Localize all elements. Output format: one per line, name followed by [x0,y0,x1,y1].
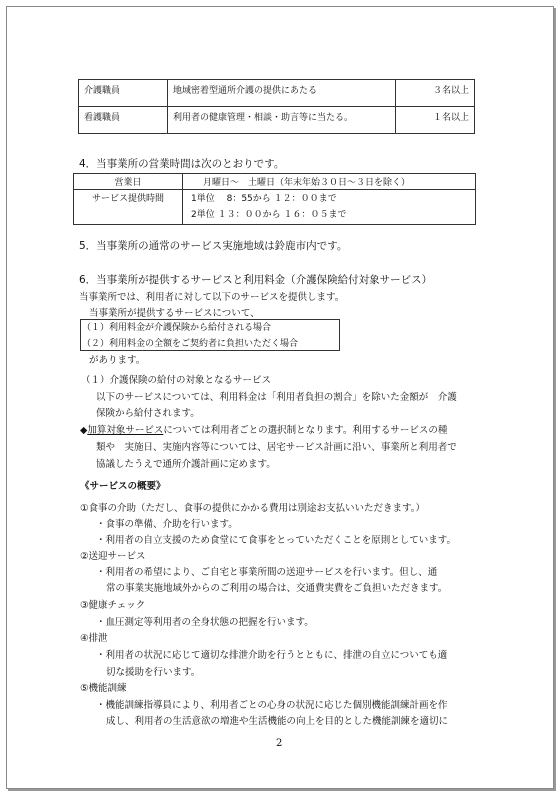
addon-line-1-rest: については利用者ごとの選択制となります。利用するサービスの種 [163,425,448,436]
subsection-1-line-2: 保険から給付されます。 [96,408,200,419]
overview-title: 《サービスの概要》 [80,481,166,492]
table-row [74,190,476,225]
section-5-title: 5．当事業所の通常のサービス実施地域は鈴鹿市内です。 [79,240,348,252]
hours-slot-2: 2単位 １３：００から １６：０５まで [191,210,347,220]
staff-count: ３名以上 [396,80,475,107]
item-meal-line: ・食事の準備、介助を行います。 [96,519,238,530]
addon-line-3: 協議したうえで通所介護計画に定めます。 [96,459,276,470]
subsection-1-title: （１）介護保険の給付の対象となるサービス [81,375,272,386]
staff-table [78,79,475,134]
item-health-head: ③健康チェック [80,600,146,611]
item-transport-line: ・利用者の希望により、ご自宅と事業所間の送迎サービスを行います。但し、通 [96,567,438,578]
hours-value [183,190,476,225]
item-excretion-line: ・利用者の状況に応じて適切な排泄介助を行うとともに、排泄の自立についても適 [96,650,448,661]
item-meal-head: ①食事の介助（ただし、食事の提供にかかる費用は別途お支払いいただきます。） [80,503,426,514]
section-6-title: 6．当事業所が提供するサービスと利用料金（介護保険給付対象サービス） [79,274,433,286]
section-4-title: 4．当事業所の営業時間は次のとおりです。 [79,158,285,170]
item-transport-head: ②送迎サービス [80,551,146,562]
business-hours-table [73,173,476,225]
addon-service-label: 加算対象サービス [87,425,164,436]
section-6-intro-2: 当事業所が提供するサービスについて、 [89,308,260,319]
item-training-head: ⑤機能訓練 [80,683,127,694]
diamond-icon: ◆ [80,425,88,436]
staff-duty: 利用者の健康管理・相談・助言等に当たる。 [168,107,396,134]
hours-value: 月曜日～ 土曜日（年末年始３０日～３日を除く） [183,174,476,190]
staff-count: １名以上 [396,107,475,134]
hours-slot-1: 1単位 8：55から １２：００まで [191,194,337,204]
item-health-line: ・血圧測定等利用者の全身状態の把握を行います。 [96,617,314,628]
section-6-intro-1: 当事業所では、利用者に対して以下のサービスを提供します。 [79,292,345,303]
staff-role: 看護職員 [79,107,168,134]
hours-label: 営業日 [74,174,183,190]
item-excretion-head: ④排泄 [80,633,108,644]
item-meal-line: ・利用者の自立支援のため食堂にて食事をとっていただくことを原則としています。 [96,535,457,546]
page-number: 2 [276,738,283,749]
addon-line-2: 類や 実施日、実施内容等については、居宅サービス計画に沿い、事業所と利用者で [96,442,457,453]
item-transport-line: 常の事業実施地域外からのご利用の場合は、交通費実費をご負担いただきます。 [106,583,448,594]
addon-line-1 [80,422,447,436]
item-training-line: ・機能訓練指導員により、利用者ごとの心身の状況に応じた個別機能訓練計画を作 [96,700,448,711]
item-training-line: 成し、利用者の生活意欲の増進や生活機能の向上を目的とした機能訓練を適切に [106,716,449,727]
table-row [79,107,475,134]
subsection-1-line-1: 以下のサービスについては、利用料金は「利用者負担の割合」を除いた金額が 介護 [96,392,457,403]
staff-duty: 地域密着型通所介護の提供にあたる [168,80,396,107]
payment-type-1: （１）利用料金が介護保険から給付される場合 [82,323,272,333]
table-row [79,80,475,107]
item-excretion-line: 切な援助を行います。 [106,667,201,678]
table-row [74,174,476,190]
after-box-text: があります。 [89,355,146,366]
staff-role: 介護職員 [79,80,168,107]
hours-label: サービス提供時間 [74,190,183,225]
payment-type-2: （２）利用料金の全額をご契約者に負担いただく場合 [82,339,299,349]
